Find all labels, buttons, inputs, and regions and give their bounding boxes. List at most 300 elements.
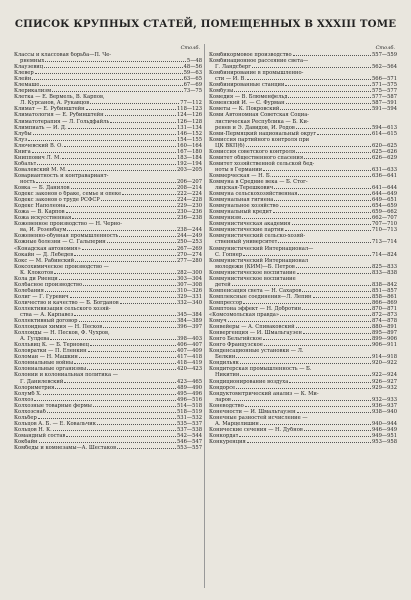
dot-leader: [286, 103, 371, 104]
entry-title: Конечные разностей исчисление —: [209, 414, 308, 421]
dot-leader: [103, 327, 176, 328]
entry-title: Комитет общественного спасения: [209, 154, 304, 161]
dot-leader: [117, 448, 176, 449]
column-range: 594—613: [372, 124, 397, 131]
dot-leader: [90, 103, 179, 104]
entry-title: Ковалевский М. М.: [14, 166, 67, 173]
column-range: 851—857: [372, 287, 397, 294]
dot-leader: [83, 285, 176, 286]
entry-title: Колбасное производство: [14, 281, 83, 288]
index-entry: [209, 366, 397, 378]
dot-leader: [28, 140, 176, 141]
column-range: 160—164: [177, 142, 202, 149]
entry-title-continuation: ренев и Э. Давидов, И. Родов: [215, 124, 295, 131]
column-range: 566—571: [372, 76, 397, 83]
entry-title: Конкуренция: [209, 439, 246, 445]
entry-title: Кожевенно-обувная промышленность: [14, 233, 119, 240]
index-entry: [209, 391, 397, 403]
dot-leader: [33, 134, 176, 135]
column-range: 407—409: [177, 348, 202, 355]
column-range: 63—65: [183, 76, 202, 83]
entry-title: Колхозные товарные фермы: [14, 402, 92, 409]
entry-title: Комптона эффект — Н. Добротин: [209, 305, 302, 312]
column-range: 206—207: [177, 178, 202, 185]
dot-leader: [71, 188, 176, 189]
dot-leader: [55, 388, 176, 389]
entry-title: Комуч: [209, 318, 227, 325]
column-range: 562—564: [372, 64, 397, 71]
dot-leader: [44, 67, 183, 68]
left-column: [14, 44, 202, 451]
index-entry: [209, 276, 397, 288]
column-range: 866—869: [372, 299, 397, 306]
column-header-left: Столб.: [180, 45, 200, 51]
entry-title: Колониальные организмы: [14, 366, 87, 373]
entry-title: Комбинирование в промышленно-: [209, 70, 304, 77]
column-range: 222—224: [177, 191, 202, 198]
index-entry: [209, 439, 397, 445]
entry-title-continuation: ларов: [215, 396, 231, 403]
entry-title: Комбикормовое производство: [209, 52, 292, 58]
column-range: 649—651: [372, 197, 397, 204]
entry-title-continuation: К. Клокотов: [20, 269, 54, 276]
entry-title: «Конадская автономия»: [14, 245, 81, 252]
column-range: 654—659: [372, 203, 397, 210]
dot-leader: [38, 418, 176, 419]
entry-title: Компенсация света — Н. Сахаров: [209, 287, 302, 294]
dot-leader: [274, 188, 371, 189]
entry-title: Коксохимическое производство —: [14, 263, 109, 270]
entry-title-continuation: Никитин: [215, 372, 240, 379]
column-range: 546—547: [177, 439, 202, 445]
column-range: 662—707: [372, 215, 397, 222]
entry-title: Конвейеры — А. Спиваковский: [209, 324, 295, 331]
entry-title: Командный состав: [14, 432, 66, 439]
column-range: 495—496: [177, 390, 202, 397]
entry-title: Коммунистическое воспитание: [209, 275, 296, 282]
column-range: 641—644: [372, 185, 397, 192]
entry-title-continuation: А. Марцелишин: [215, 420, 259, 427]
column-range: 73—75: [183, 88, 202, 95]
entry-title: Колхоз: [14, 396, 34, 403]
dot-leader: [252, 67, 371, 68]
entry-title: Кобальт: [14, 160, 37, 167]
entry-title: Коммунальная гигиена: [209, 197, 274, 204]
entry-title: Кондиционирование воздуха: [209, 378, 289, 385]
column-divider: [204, 44, 205, 588]
dot-leader: [66, 212, 176, 213]
column-range: 270—274: [177, 251, 202, 258]
column-range: 659—662: [372, 209, 397, 216]
dot-leader: [245, 406, 371, 407]
column-range: 59—63: [183, 70, 202, 77]
entry-title: Конго Французское: [209, 342, 263, 349]
column-range: 587—591: [372, 100, 397, 107]
column-range: 833—838: [372, 269, 397, 276]
dot-leader: [54, 273, 176, 274]
dot-leader: [120, 303, 176, 304]
dot-leader: [86, 109, 176, 110]
entry-title: Конго Бельгийское: [209, 336, 263, 343]
column-range: 922—924: [372, 372, 397, 379]
dot-leader: [68, 170, 176, 171]
entry-title-continuation: листическая Республика — Б. Ки-: [215, 118, 309, 125]
column-range: 553—557: [177, 445, 202, 452]
dot-leader: [74, 315, 176, 316]
column-range: 858—861: [372, 293, 397, 300]
entry-title: Клубы: [14, 130, 32, 137]
entry-title-continuation: рнемных: [20, 58, 45, 65]
entry-title: Конечности — И. Шмальгаузен: [209, 408, 296, 415]
dot-leader: [296, 128, 371, 129]
column-range: 926—927: [372, 378, 397, 385]
entry-title: Коллективизация сельского хозяй-: [14, 305, 111, 312]
column-range: 250—253: [177, 239, 202, 246]
dot-leader: [82, 249, 176, 250]
entry-title: Колонии и колониальная политика —: [14, 372, 118, 379]
column-range: 406—407: [177, 342, 202, 349]
entry-title: Клетка — Е. Вермель, В. Карпов,: [14, 94, 105, 101]
index-columns: [14, 44, 397, 588]
column-range: 398—403: [177, 336, 202, 343]
dot-leader: [292, 224, 371, 225]
entry-title: Климатология — Е. Рубинштейн: [14, 112, 104, 119]
dot-leader: [246, 146, 371, 147]
dot-leader: [243, 303, 371, 304]
column-range: 146—152: [177, 130, 202, 137]
column-range: 713—714: [372, 239, 397, 246]
entry-title: Кондильяк: [209, 360, 239, 367]
column-range: 167—180: [177, 148, 202, 155]
dot-leader: [110, 122, 176, 123]
entry-title-continuation: С. Гопнер: [215, 251, 243, 258]
column-range: 332—340: [177, 299, 202, 306]
entry-title: Кодекс законов о труде РСФСР: [14, 197, 100, 204]
column-range: 531—532: [177, 414, 202, 421]
column-range: 936—937: [372, 402, 397, 409]
entry-title: Кокбайн: [14, 439, 38, 445]
column-range: 920—922: [372, 360, 397, 367]
column-range: 496—516: [177, 396, 202, 403]
dot-leader: [273, 212, 371, 213]
entry-title-continuation: ЦК ВКП(б): [215, 142, 245, 149]
entry-title: Комбеды и комнезамы—А. Шестаков: [14, 445, 117, 452]
entry-title: Коммунистический Интернационал: [209, 257, 309, 264]
index-entry: [209, 161, 397, 173]
dot-leader: [303, 333, 371, 334]
column-range: 636—641: [372, 172, 397, 179]
index-entry: [209, 112, 397, 130]
dot-leader: [52, 91, 182, 92]
entry-title: Конвергенция — И. Шмальгаузен: [209, 330, 302, 337]
entry-title: Кометы — К. Покровский: [209, 106, 280, 113]
column-range: 838—842: [372, 281, 397, 288]
index-entry: [209, 415, 397, 427]
dot-leader: [297, 273, 371, 274]
right-entry-list: [209, 52, 397, 445]
entry-title: Колониальные войны: [14, 360, 74, 367]
column-range: 310—326: [177, 287, 202, 294]
dot-leader: [285, 85, 371, 86]
entry-title: Конденсационные установки — Л.: [209, 348, 304, 355]
entry-title: Коммунистическая академия: [209, 221, 291, 228]
entry-title: Коми-Пермяцкий национальный округ: [209, 130, 317, 137]
column-header-right: Столб.: [375, 45, 395, 51]
entry-title: Коммунальное хозяйство: [209, 203, 279, 210]
dot-leader: [67, 230, 176, 231]
dot-leader: [40, 85, 182, 86]
column-range: 535—537: [177, 420, 202, 427]
entry-title-continuation: молодежи (КИМ)—Б. Петров: [215, 263, 295, 270]
entry-title: Коммунальный кредит: [209, 209, 272, 216]
left-entry-list: [14, 52, 202, 451]
column-range: 631—633: [372, 166, 397, 173]
dot-leader: [240, 375, 371, 376]
dot-leader: [232, 285, 371, 286]
column-range: 183—184: [177, 154, 202, 161]
dot-leader: [232, 400, 371, 401]
entry-title: Колиг — Г. Гуревич: [14, 293, 69, 300]
entry-title: Книппович Л. М.: [14, 154, 62, 161]
right-column: [209, 44, 397, 445]
entry-title: Коневодство: [209, 402, 244, 409]
dot-leader: [247, 79, 371, 80]
column-range: 946—949: [372, 426, 397, 433]
index-entry: [14, 52, 202, 64]
dot-leader: [53, 430, 176, 431]
entry-title: Количество и качество — Б. Богданов: [14, 299, 119, 306]
dot-leader: [32, 79, 182, 80]
column-range: 126—128: [177, 118, 202, 125]
entry-title-continuation: ность: [20, 178, 36, 185]
column-range: 542—544: [177, 432, 202, 439]
column-range: 614—615: [372, 130, 397, 137]
entry-title: Комитет хозяйственной сельской бед-: [209, 160, 315, 167]
dot-leader: [64, 382, 176, 383]
entry-title-continuation: ноты в Германии: [215, 166, 263, 173]
entry-title-continuation: Г. Данилевский: [20, 378, 64, 385]
dot-leader: [68, 128, 176, 129]
column-range: 626—629: [372, 154, 397, 161]
dot-leader: [70, 297, 176, 298]
dot-leader: [247, 442, 371, 443]
entry-title: Климат — Е. Рубинштейн: [14, 106, 85, 113]
entry-title: Компрессор: [209, 299, 243, 306]
dot-leader: [304, 158, 371, 159]
entry-title: Коммунизм: [209, 215, 242, 222]
entry-title: Коммерческая — Н. Б.: [209, 172, 272, 179]
entry-title: Кожные болезни — С. Гальперин: [14, 239, 106, 246]
entry-title: Кольцов А. Б. — Е. Ковальчик: [14, 420, 96, 427]
column-range: 307—308: [177, 281, 202, 288]
entry-title: Колумб Х.: [14, 390, 42, 397]
column-range: 577—587: [372, 94, 397, 101]
entry-title: Колебания: [14, 287, 44, 294]
index-entry: [14, 221, 202, 233]
index-entry: [14, 94, 202, 106]
dot-leader: [74, 255, 176, 256]
dot-leader: [263, 339, 371, 340]
column-range: 938—940: [372, 408, 397, 415]
column-range: 874—878: [372, 318, 397, 325]
dot-leader: [122, 194, 176, 195]
entry-title-continuation: Л. Курсанов, А. Рукавцов: [20, 100, 90, 107]
column-range: 282—300: [177, 269, 202, 276]
column-range: 384—389: [177, 318, 202, 325]
dot-leader: [107, 242, 176, 243]
dot-leader: [43, 394, 176, 395]
entry-title: Кондуктометрический анализ — К. Ми-: [209, 390, 319, 397]
column-range: 244—249: [177, 233, 202, 240]
index-entry: [209, 179, 397, 191]
column-range: 949—951: [372, 432, 397, 439]
dot-leader: [90, 345, 176, 346]
entry-title: Клаузевиц: [14, 64, 44, 71]
column-range: 625—626: [372, 148, 397, 155]
entry-title-continuation: Белкин: [215, 354, 236, 361]
index-entry: [209, 58, 397, 70]
column-range: 872—873: [372, 312, 397, 319]
column-range: 118—123: [177, 106, 202, 113]
column-range: 575—577: [372, 88, 397, 95]
dot-leader: [119, 236, 176, 237]
entry-title: Кольцов Н. К.: [14, 426, 52, 433]
dot-leader: [274, 200, 371, 201]
entry-title: Клемашо: [14, 82, 40, 89]
entry-title-continuation: лицская-Терешкович: [215, 185, 274, 192]
column-range: 644—649: [372, 191, 397, 198]
entry-title-continuation: Г. Ландсберг: [215, 64, 251, 71]
dot-leader: [87, 369, 176, 370]
dot-leader: [239, 436, 371, 437]
column-range: 418—419: [177, 360, 202, 367]
entry-title: Коммунистические партии: [209, 227, 284, 234]
dot-leader: [47, 412, 176, 413]
index-entry: [14, 173, 202, 185]
entry-title: Комплексные соединения—Л. Лепин: [209, 293, 312, 300]
dot-leader: [36, 182, 176, 183]
entry-title: Комедия — В. Блюменфельд: [209, 94, 288, 101]
dot-leader: [37, 164, 176, 165]
column-range: 707—710: [372, 221, 397, 228]
entry-title: Комбинированные станции: [209, 82, 285, 89]
entry-title: Коммуна в Средние века — Б. Стог-: [209, 178, 308, 185]
index-entry: [14, 372, 202, 384]
dot-leader: [236, 388, 371, 389]
entry-title: Классы и классовая борьба—П. Че-: [14, 52, 112, 58]
entry-title: Коммунистический сельско-хозяй-: [209, 233, 306, 240]
entry-title: Коммунистическое воспитание: [209, 269, 296, 276]
entry-title: Кокс — М. Рабинский: [14, 257, 75, 264]
index-entry: [209, 233, 397, 245]
column-range: 417—418: [177, 354, 202, 361]
entry-title: Кондитерская промышленность — Б.: [209, 366, 312, 373]
entry-title: Комиссия советского контроля: [209, 148, 296, 155]
column-range: 208—214: [177, 185, 202, 192]
entry-title-continuation: детей: [215, 281, 231, 288]
dot-leader: [296, 327, 371, 328]
column-range: 203—205: [177, 166, 202, 173]
dot-leader: [88, 351, 176, 352]
column-range: 620—625: [372, 142, 397, 149]
column-range: 710—713: [372, 227, 397, 234]
column-range: 230—236: [177, 209, 202, 216]
column-range: 489—490: [177, 384, 202, 391]
dot-leader: [264, 345, 371, 346]
dot-leader: [242, 218, 371, 219]
dot-leader: [263, 170, 371, 171]
entry-title: Конические сечения — Н. Дубнов: [209, 426, 303, 433]
column-range: 880—891: [372, 324, 397, 331]
entry-title: Комбузы: [209, 88, 234, 95]
dot-leader: [32, 152, 176, 153]
dot-leader: [288, 97, 371, 98]
column-range: 932—933: [372, 396, 397, 403]
entry-title: Колхозснаб: [14, 408, 46, 415]
dot-leader: [34, 400, 176, 401]
entry-title-continuation: ства — А. Карпавез: [20, 312, 74, 319]
dot-leader: [66, 436, 176, 437]
entry-title: Клевер: [14, 70, 34, 77]
column-range: 267—269: [177, 245, 202, 252]
entry-title: Коловратки — П. Еленкин: [14, 348, 87, 355]
column-range: 825—833: [372, 263, 397, 270]
dot-leader: [66, 206, 176, 207]
entry-title: Клерикализм: [14, 88, 52, 95]
column-range: 124—126: [177, 112, 202, 119]
dot-leader: [228, 321, 371, 322]
dot-leader: [64, 146, 176, 147]
entry-title-continuation: ва, И. Розенбаум: [20, 227, 67, 234]
entry-title: Ковариантность и контравариант-: [14, 172, 109, 179]
entry-title: Комиссия партийного контроля при: [209, 136, 310, 143]
column-range: 940—944: [372, 420, 397, 427]
entry-title: Ключевский В. О.: [14, 142, 63, 149]
entry-title: Коммуна сельскохозяйственная: [209, 191, 298, 198]
entry-title: Коломан — Н. Машкин: [14, 354, 78, 361]
entry-title: Колльвиц К. — Б. Терновец: [14, 342, 89, 349]
column-range: 192—194: [177, 160, 202, 167]
entry-title: Клейн: [14, 76, 32, 83]
entry-title: Колориметрия: [14, 384, 55, 391]
dot-leader: [101, 200, 176, 201]
index-entry: [14, 306, 202, 318]
column-range: 329—331: [177, 293, 202, 300]
dot-leader: [260, 424, 371, 425]
column-range: 899—906: [372, 336, 397, 343]
dot-leader: [293, 55, 371, 56]
entry-title: Книга: [14, 148, 31, 155]
entry-title: Комбинационное рассеяние света—: [209, 58, 309, 65]
dot-leader: [297, 412, 371, 413]
dot-leader: [236, 357, 371, 358]
dot-leader: [272, 176, 371, 177]
index-entry: [14, 264, 202, 276]
column-range: 423—465: [177, 378, 202, 385]
entry-title: Коллоидная химия — Н. Песков: [14, 324, 103, 331]
dot-leader: [79, 321, 176, 322]
index-entry: [209, 348, 397, 360]
dot-leader: [75, 261, 176, 262]
dot-leader: [302, 309, 371, 310]
entry-title: Кольбер: [14, 414, 37, 421]
dot-leader: [105, 115, 176, 116]
entry-title: Климатотерапия — Л. Гольдфайль: [14, 118, 110, 125]
entry-title: «Комсомольская правда»: [209, 312, 280, 319]
column-range: 514—518: [177, 402, 202, 409]
dot-leader: [50, 339, 176, 340]
index-entry: [209, 70, 397, 82]
